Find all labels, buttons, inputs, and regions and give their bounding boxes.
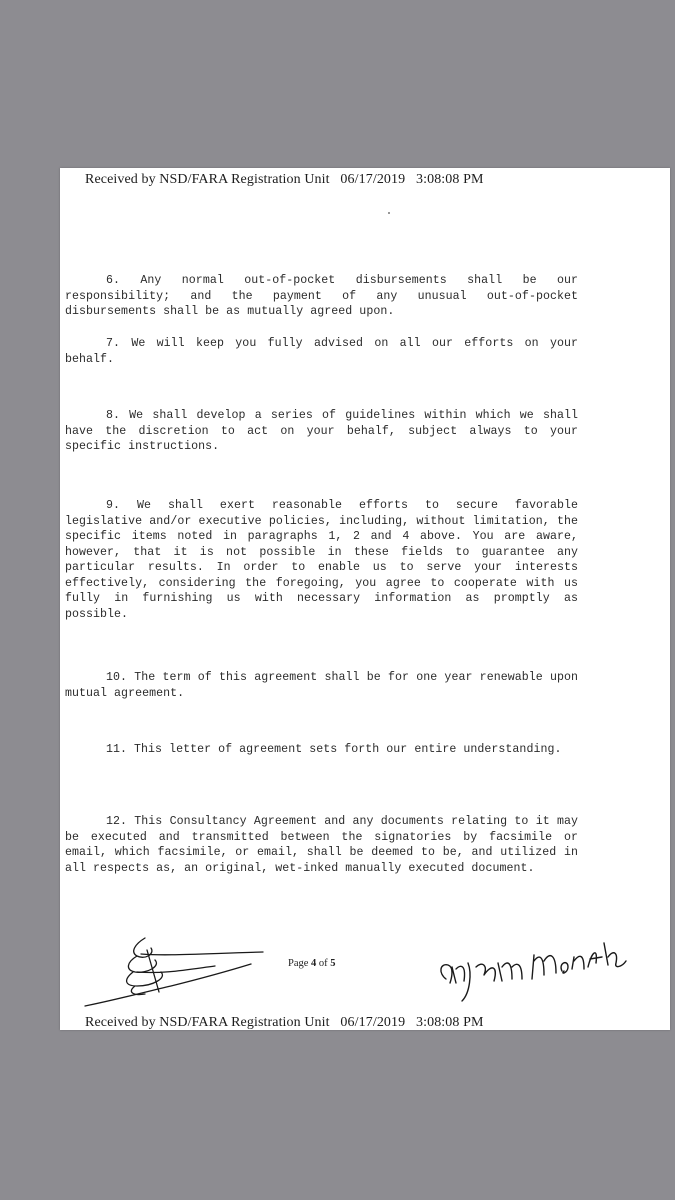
right-signature xyxy=(432,933,632,1008)
paragraph-8: 8. We shall develop a series of guidelines within which we shall have the discretion to act on your behalf, subject always to your specific instructions. xyxy=(65,409,578,453)
speck-mark xyxy=(388,212,390,214)
paragraph-12: 12. This Consultancy Agreement and any documents relating to it may be executed and transmitted between the signatories by facsimile or email, which facsimile, or email, shall be deemed to be, and utilized in all respects as, an original, wet-inked manually executed document. xyxy=(65,815,578,875)
paragraph-6: 6. Any normal out-of-pocket disbursements shall be our responsibility; and the payment of any unusual out-of-pocket disbursements shall be as mutually agreed upon. xyxy=(65,274,578,318)
header-received-stamp: Received by NSD/FARA Registration Unit 06/17/2019 3:08:08 PM xyxy=(85,172,484,187)
paragraph-10: 10. The term of this agreement shall be for one year renewable upon mutual agreement. xyxy=(65,671,578,700)
footer-received-stamp: Received by NSD/FARA Registration Unit 06/17/2019 3:08:08 PM xyxy=(85,1015,484,1030)
paragraph-11: 11. This letter of agreement sets forth our entire understanding. xyxy=(106,743,562,756)
paragraph-9: 9. We shall exert reasonable efforts to secure favorable legislative and/or executive policies, including, without limitation, the specific items noted in paragraphs 1, 2 and 4 above. You are aware, however, that it is not possible in these fields to guarantee any particular results. In order to enable us to serve your interests effectively, considering the foregoing, you agree to cooperate with us fully in furnishing us with necessary information as promptly as possible. xyxy=(65,499,578,621)
left-signature xyxy=(75,930,275,1015)
paragraph-7: 7. We will keep you fully advised on all our efforts on your behalf. xyxy=(65,337,578,366)
document-page xyxy=(60,168,670,1030)
page-number: Page 4 of 5 xyxy=(288,958,336,969)
